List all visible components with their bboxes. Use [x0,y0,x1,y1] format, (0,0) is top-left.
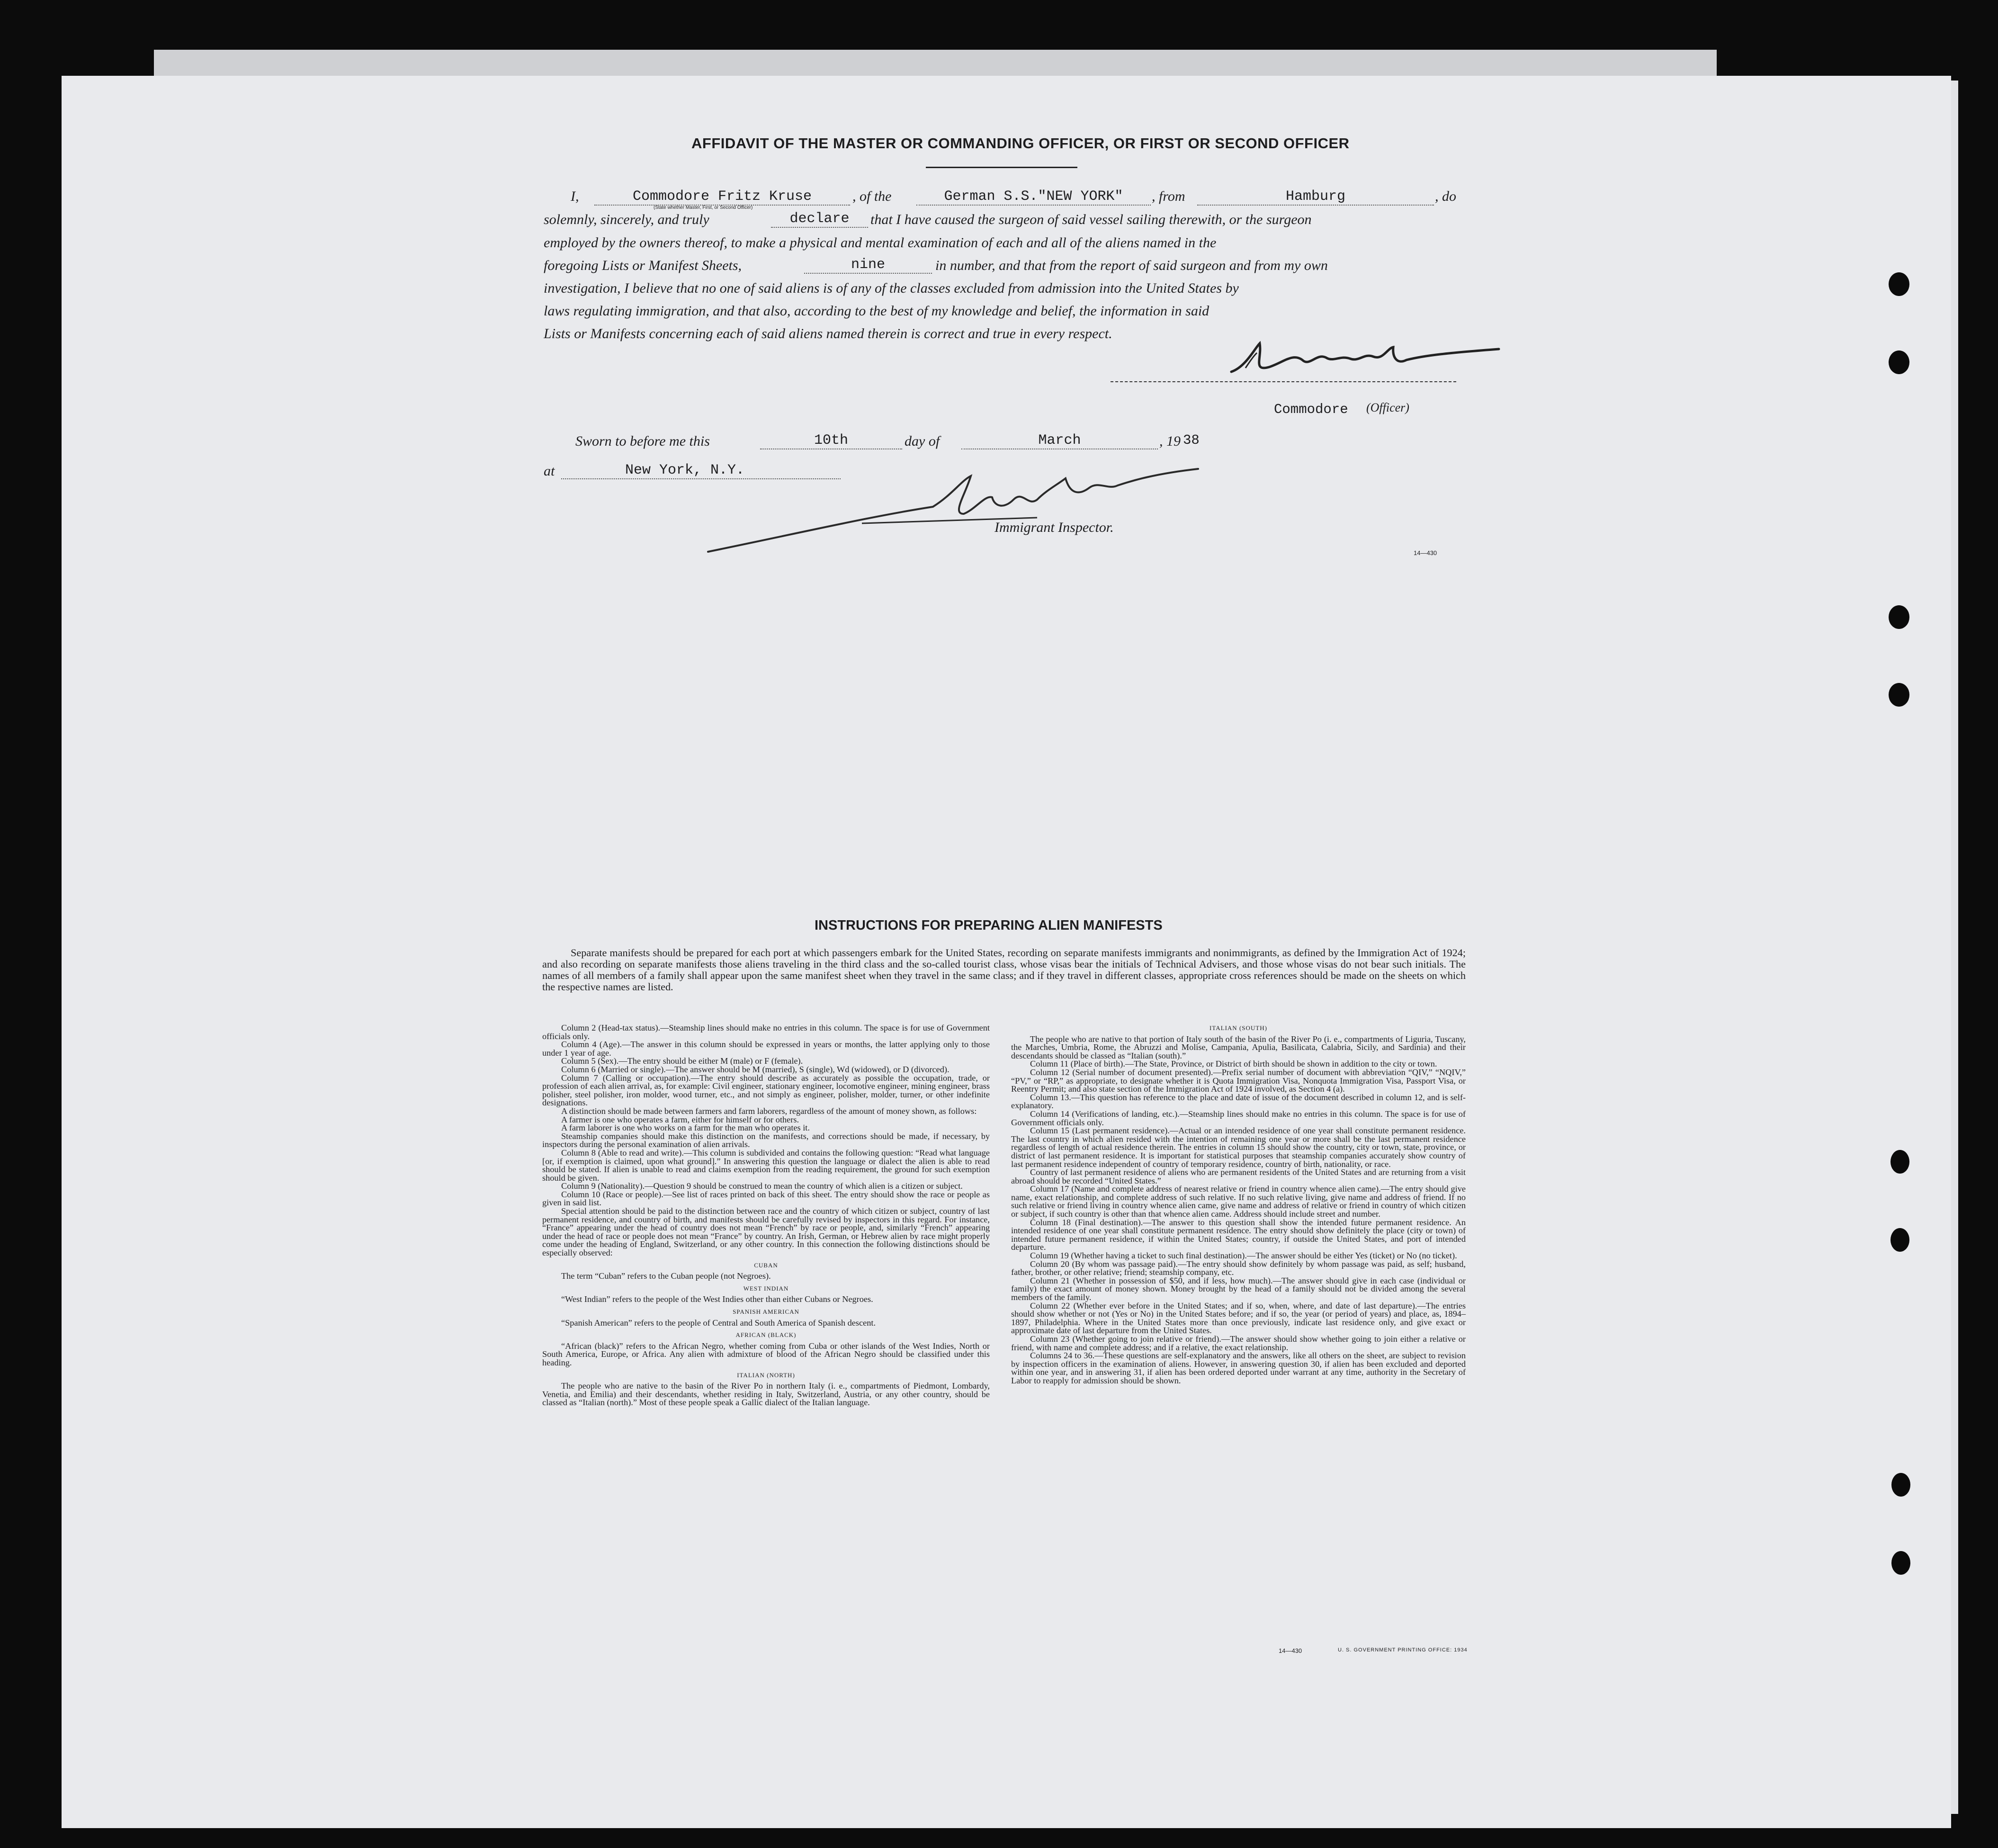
instructions-right-column [1011,1024,1466,1385]
left-paragraph: A farm laborer is one who works on a farm for the man who operates it. [561,1123,810,1133]
right-paragraph: Column 13.—This question has reference to the place and date of issue of the document described in column 12, and is self-explanatory. [1011,1092,1466,1111]
form-number-bottom: 14—430 [1279,1647,1302,1654]
left-paragraph: A distinction should be made between farmers and farm laborers, regardless of the amount of money shown, as follows: [561,1106,977,1116]
officer-signature-line [1111,381,1456,382]
vessel-field: German S.S."NEW YORK" [916,188,1151,206]
left-paragraph: Column 2 (Head-tax status).—Steamship lines should make no entries in this column. The space is for use of Government officials only. [542,1023,990,1041]
left-paragraph: Column 10 (Race or people).—See list of races printed on back of this sheet. The entry should show the race or people as given in said list. [542,1189,990,1208]
punch-hole [1890,1228,1909,1252]
port-field: Hamburg [1197,188,1434,206]
instructions-title: INSTRUCTIONS FOR PREPARING ALIEN MANIFESTS [815,918,1163,933]
officer-name-field: Commodore Fritz Kruse [594,188,850,206]
race-heading: ITALIAN (SOUTH) [1210,1024,1267,1032]
officer-note: (State whether Master, First, or Second Officer) [654,205,753,210]
left-paragraph: A farmer is one who operates a farm, either for himself or for others. [561,1114,799,1124]
affidavit-line4b: in number, and that from the report of said surgeon and from my own [935,258,1328,273]
affidavit-title: AFFIDAVIT OF THE MASTER OR COMMANDING OFFICER, OR FIRST OR SECOND OFFICER [691,135,1350,152]
right-paragraph: Columns 24 to 36.—These questions are self-explanatory and the answers, like all others on the sheet, are subject to revision by inspection officers in the examination of aliens. However, in answering question 30, if alien has been excluded and deported within one year, and in answering 31, if alien has been ordered deported under warrant at any time, authority in the Secretary of Labor to reapply for admission should be shown. [1011,1351,1466,1385]
affidavit-line3: employed by the owners thereof, to make a physical and mental examination of each and all of the aliens named in the [544,235,1217,251]
inspector-signature [706,462,1203,556]
right-paragraph: Column 20 (By whom was passage paid).—The entry should show definitely by whom passage was paid, as self; husband, father, brother, or other relative; friend; steamship company, etc. [1011,1259,1466,1277]
sworn-month-field: March [961,432,1158,449]
officer-signature [1227,339,1501,381]
punch-hole [1889,350,1909,374]
right-paragraph: Column 19 (Whether having a ticket to such final destination).—The answer should be either Yes (ticket) or No (no ticket). [1030,1251,1457,1261]
affidavit-line2b: that I have caused the surgeon of said vessel sailing therewith, or the surgeon [870,212,1312,227]
left-paragraph: Column 9 (Nationality).—Question 9 should be construed to mean the country of which alien is a citizen or subject. [561,1181,963,1191]
race-heading: SPANISH AMERICAN [733,1308,799,1315]
race-text: “Spanish American” refers to the people of Central and South America of Spanish descent. [561,1318,876,1328]
inspector-label: Immigrant Inspector. [995,520,1114,535]
right-paragraph: Column 23 (Whether going to join relative or friend).—The answer should show whether going to join either a relative or friend, with name and complete address; and if a relative, the exact relationship. [1011,1334,1466,1352]
sworn-day-of: day of [905,433,940,449]
right-paragraph: Column 11 (Place of birth).—The State, Province, or District of birth should be shown in addition to the city or town. [1030,1059,1437,1069]
sworn-year-prefix: , 19 [1159,433,1181,449]
signature-title-suffix: (Officer) [1366,401,1409,414]
right-paragraph: Column 21 (Whether in possession of $50, and if less, how much).—The answer should give in each case (individual or family) the exact amount of money shown. Money brought by the head of a family should not be divided among the several members of the family. [1011,1275,1466,1302]
affidavit-from: , from [1152,188,1185,204]
declare-field: declare [771,211,868,228]
sworn-year: 38 [1183,432,1200,448]
sworn-prefix: Sworn to before me this [575,433,710,449]
right-paragraph: Country of last permanent residence of aliens who are permanent residents of the United States and are returning from a visit abroad should be recorded “United States.” [1011,1167,1466,1185]
punch-hole [1889,605,1909,629]
affidavit-line4a: foregoing Lists or Manifest Sheets, [544,258,742,273]
right-paragraph: Column 17 (Name and complete address of nearest relative or friend in country whence alien came).—The entry should give name, exact relationship, and complete address of such relative. If no such relative living, give name and address of friend. If no such relative or friend living in country whence alien came, give name and address of relative or friend in country of which citizen or subject, if such country is other than that whence alien came. Address should include street and number. [1011,1184,1466,1219]
affidavit-line7: Lists or Manifests concerning each of said aliens named therein is correct and true in every respect. [544,326,1112,341]
race-heading: WEST INDIAN [743,1284,789,1292]
left-paragraph: Column 8 (Able to read and write).—This column is subdivided and contains the following question: “Read what language [or, if exemption is claimed, upon what ground].” In answering this question the language or dialect the alien is able to read should be stated. If alien is unable to read and claims exemption from the reading requirement, the ground for such exemption should be given. [542,1148,990,1183]
right-paragraph: Column 22 (Whether ever before in the United States; and if so, when, where, and date of last departure).—The entries should show whether or not (Yes or No) in the United States before; and if so, the year (or period of years) and place, as, 1894–1897, Philadelphia. Where in the United States more than once previously, indicate last residence only, and give exact or approximate date of last departure from the United States. [1011,1301,1466,1336]
race-heading: AFRICAN (BLACK) [735,1331,797,1339]
punch-hole [1891,1473,1910,1497]
punch-hole [1889,272,1909,296]
punch-hole [1890,1150,1909,1174]
affidavit-of-the: , of the [852,188,892,204]
right-paragraph: Column 12 (Serial number of document presented).—Prefix serial number of document with abbreviation “QIV,” “NQIV,” “PV,” or “RP,” as appropriate, to designate whether it is Quota Immigration Visa, Nonquota Immigration Visa, Passport Visa, or Reentry Permit; and also state section of the Immigration Act of 1924 involved, as Section 4 (a). [1011,1067,1466,1094]
left-paragraph: Column 7 (Calling or occupation).—The entry should describe as accurately as possible the occupation, trade, or profession of each alien arrival, as, for example: Civil engineer, stationary engineer, locomotive engineer, mining engineer, brass polisher, steel polisher, iron molder, wood turner, etc., and not simply as engineer, polisher, molder, turner, or other indefinite designations. [542,1073,990,1108]
race-text: The people who are native to the basin of the River Po in northern Italy (i. e., compartments of Piedmont, Lombardy, Venetia, and Emilia) and their descendants, whether residing in Italy, Switzerland, Austria, or any other country, should be classed as “Italian (north).” Most of these people speak a Gallic dialect of the Italian language. [542,1381,990,1408]
printer-imprint: U. S. GOVERNMENT PRINTING OFFICE: 1934 [1338,1647,1468,1653]
race-text: The term “Cuban” refers to the Cuban people (not Negroes). [561,1271,771,1281]
sworn-place-field: New York, N.Y. [561,462,841,479]
punch-hole [1889,683,1909,707]
right-paragraph: Column 14 (Verifications of landing, etc.).—Steamship lines should make no entries in this column. The space is for use of Government officials only. [1011,1109,1466,1127]
punch-hole [1891,1551,1910,1575]
affidavit-line5: investigation, I believe that no one of said aliens is of any of the classes excluded from admission into the United States by [544,280,1239,296]
affidavit-do: , do [1435,188,1456,204]
race-text: “West Indian” refers to the people of the West Indies other than either Cubans or Negroes. [561,1294,873,1304]
race-heading: ITALIAN (NORTH) [737,1371,795,1379]
instructions-intro: Separate manifests should be prepared for each port at which passengers embark for the United States, recording on separate manifests immigrants and nonimmigrants, as defined by the Immigration Act of 1924; and also recording on separate manifests those aliens traveling in the third class and the so-called tourist class, whose visas bear the initials of Technical Advisers, and those whose visas do not bear such initials. The names of all members of a family shall appear upon the same manifest sheet when they travel in the same class; and if they travel in different classes, appropriate cross references should be made on the sheets on which the respective names are listed. [542,947,1466,993]
signature-title: Commodore [1274,402,1348,417]
affidavit-i: I, [571,188,579,204]
race-heading: CUBAN [754,1261,778,1269]
sworn-day-field: 10th [760,432,902,449]
right-paragraph: The people who are native to that portion of Italy south of the basin of the River Po (i. e., compartments of Liguria, Tuscany, the Marches, Umbria, Rome, the Abruzzi and Molise, Campania, Apulia, Basilicata, Calabria, Sicily, and Sardinia) and their descendants should be classed as “Italian (south).” [1011,1034,1466,1060]
left-paragraph: Steamship companies should make this distinction on the manifests, and corrections should be made, if necessary, by inspectors during the personal examination of alien arrivals. [542,1131,990,1149]
left-paragraph: Column 6 (Married or single).—The answer should be M (married), S (single), Wd (widowed), or D (divorced). [561,1064,950,1074]
right-paragraph: Column 18 (Final destination).—The answer to this question shall show the intended future permanent residence. An intended residence of one year shall constitute permanent residence. The entry should show definitely the place (city or town) of intended future permanent residence, if within the United States; country, if outside the United States, and port of intended departure. [1011,1217,1466,1252]
sheets-count-field: nine [804,257,932,274]
affidavit-line2a: solemnly, sincerely, and truly [544,212,709,227]
left-paragraph: Special attention should be paid to the distinction between race and the country of which citizen or subject, country of last permanent residence, and country of birth, and manifests should be carefully revised by inspectors in this regard. For instance, “France” appearing under the head of country does not mean “French” by race or people, and, similarly “French” appearing under the head of race or people does not mean “France” by country. An Irish, German, or Hebrew alien by race might properly come under the heading of England, Switzerland, or any other country. In this connection the following distinctions should be especially observed: [542,1206,990,1258]
affidavit-line6: laws regulating immigration, and that also, according to the best of my knowledge and belief, the information in said [544,303,1210,319]
right-paragraph: Column 15 (Last permanent residence).—Actual or an intended residence of one year shall constitute permanent residence. The last country in which alien resided with the intention of remaining one year or more shall be the last permanent residence regardless of length of actual residence therein. The entries in column 15 should show the country, city or town, state, province, or district of last permanent residence. It is important for statistical purposes that steamship companies accurately show country of last permanent residence independent of country of temporary residence, country of birth, nationality, or race. [1011,1126,1466,1169]
title-rule [926,167,1077,168]
left-paragraph: Column 4 (Age).—The answer in this column should be expressed in years or months, the latter applying only to those under 1 year of age. [542,1040,990,1058]
sworn-at: at [544,463,555,479]
instructions-left-column [542,1024,990,1407]
form-number-top: 14—430 [1414,549,1437,556]
left-paragraph: Column 5 (Sex).—The entry should be either M (male) or F (female). [561,1056,803,1066]
race-text: “African (black)” refers to the African Negro, whether coming from Cuba or other islands of the West Indies, North or South America, Europe, or Africa. Any alien with admixture of blood of the African Negro should be classified under this heading. [542,1341,990,1367]
